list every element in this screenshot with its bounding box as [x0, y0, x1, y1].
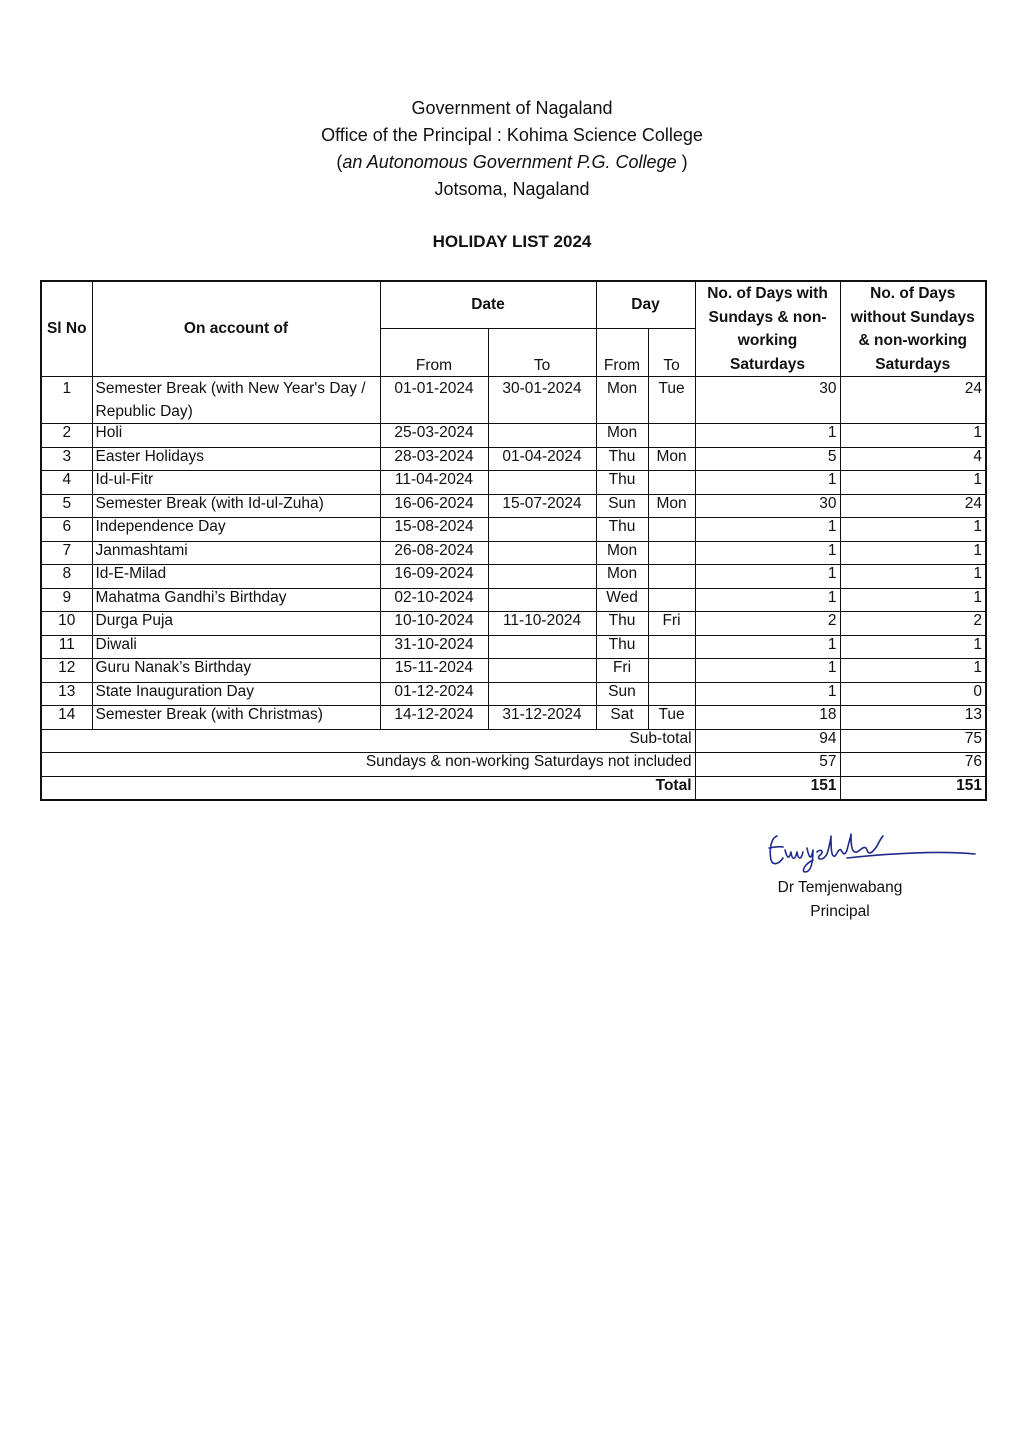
row-with-sundays: 5 — [695, 447, 840, 471]
table-row — [41, 377, 986, 424]
row-date-from: 31-10-2024 — [380, 635, 488, 659]
row-with-sundays: 1 — [695, 659, 840, 683]
signature-image — [765, 828, 980, 873]
row-date-from: 26-08-2024 — [380, 541, 488, 565]
row-day-to — [648, 635, 695, 659]
holiday-table — [40, 280, 987, 801]
excluded-without: 76 — [840, 753, 986, 777]
row-date-from: 28-03-2024 — [380, 447, 488, 471]
row-slno: 1 — [41, 377, 92, 424]
table-row — [41, 471, 986, 495]
header-paren-close: ) — [676, 152, 688, 172]
row-day-from: Thu — [596, 635, 648, 659]
subtotal-row — [41, 729, 986, 753]
row-date-to: 11-10-2024 — [488, 612, 596, 636]
row-account: Semester Break (with Christmas) — [92, 706, 380, 730]
signatory-designation: Principal — [810, 903, 870, 920]
row-account: Janmashtami — [92, 541, 380, 565]
row-without-sundays: 1 — [840, 518, 986, 542]
row-day-to — [648, 659, 695, 683]
header-office: Office of the Principal : Kohima Science College — [321, 125, 703, 145]
row-account: Durga Puja — [92, 612, 380, 636]
row-day-to: Fri — [648, 612, 695, 636]
col-day-from: From — [596, 329, 648, 377]
table-row — [41, 518, 986, 542]
row-with-sundays: 1 — [695, 682, 840, 706]
row-account: Semester Break (with New Year's Day / Republic Day) — [92, 377, 380, 424]
header-location: Jotsoma, Nagaland — [434, 179, 590, 199]
row-without-sundays: 1 — [840, 565, 986, 589]
excluded-with: 57 — [695, 753, 840, 777]
row-date-to — [488, 682, 596, 706]
row-slno: 2 — [41, 424, 92, 448]
row-with-sundays: 1 — [695, 565, 840, 589]
row-account: Guru Nanak’s Birthday — [92, 659, 380, 683]
row-with-sundays: 1 — [695, 541, 840, 565]
row-day-to: Mon — [648, 447, 695, 471]
row-slno: 3 — [41, 447, 92, 471]
col-slno: Sl No — [41, 281, 92, 377]
row-date-from: 16-09-2024 — [380, 565, 488, 589]
row-account: Diwali — [92, 635, 380, 659]
row-date-to: 31-12-2024 — [488, 706, 596, 730]
row-account: Independence Day — [92, 518, 380, 542]
row-day-to — [648, 424, 695, 448]
row-day-to: Tue — [648, 706, 695, 730]
row-day-from: Sat — [596, 706, 648, 730]
row-slno: 13 — [41, 682, 92, 706]
row-day-from: Thu — [596, 447, 648, 471]
row-day-from: Thu — [596, 612, 648, 636]
table-row — [41, 706, 986, 730]
row-day-to: Mon — [648, 494, 695, 518]
row-date-from: 10-10-2024 — [380, 612, 488, 636]
row-day-to — [648, 541, 695, 565]
row-date-from: 01-01-2024 — [380, 377, 488, 424]
row-date-to — [488, 635, 596, 659]
col-with-sundays: No. of Days with Sundays & non-working Saturdays — [695, 281, 840, 377]
table-row — [41, 659, 986, 683]
total-without: 151 — [840, 776, 986, 800]
table-row — [41, 612, 986, 636]
row-with-sundays: 30 — [695, 494, 840, 518]
row-without-sundays: 1 — [840, 471, 986, 495]
row-slno: 9 — [41, 588, 92, 612]
row-account: State Inauguration Day — [92, 682, 380, 706]
row-without-sundays: 24 — [840, 377, 986, 424]
col-account: On account of — [92, 281, 380, 377]
row-date-to — [488, 518, 596, 542]
row-slno: 5 — [41, 494, 92, 518]
row-slno: 11 — [41, 635, 92, 659]
excluded-row — [41, 753, 986, 777]
row-account: Semester Break (with Id-ul-Zuha) — [92, 494, 380, 518]
subtotal-without: 75 — [840, 729, 986, 753]
row-day-from: Thu — [596, 518, 648, 542]
row-day-from: Fri — [596, 659, 648, 683]
row-day-to — [648, 518, 695, 542]
col-without-sundays: No. of Days without Sundays & non-working Saturdays — [840, 281, 986, 377]
row-day-to — [648, 565, 695, 589]
row-date-to — [488, 565, 596, 589]
signatory-name: Dr Temjenwabang — [777, 879, 903, 896]
row-day-from: Mon — [596, 377, 648, 424]
row-slno: 8 — [41, 565, 92, 589]
row-date-from: 15-08-2024 — [380, 518, 488, 542]
row-date-from: 25-03-2024 — [380, 424, 488, 448]
row-without-sundays: 13 — [840, 706, 986, 730]
col-date-from: From — [380, 329, 488, 377]
total-label: Total — [41, 776, 695, 800]
signatory-block — [740, 876, 940, 924]
row-with-sundays: 1 — [695, 588, 840, 612]
row-without-sundays: 2 — [840, 612, 986, 636]
row-day-to — [648, 588, 695, 612]
row-without-sundays: 1 — [840, 424, 986, 448]
table-row — [41, 447, 986, 471]
row-date-to — [488, 659, 596, 683]
row-without-sundays: 0 — [840, 682, 986, 706]
row-date-to — [488, 541, 596, 565]
row-with-sundays: 1 — [695, 424, 840, 448]
row-without-sundays: 4 — [840, 447, 986, 471]
total-with: 151 — [695, 776, 840, 800]
row-without-sundays: 24 — [840, 494, 986, 518]
table-row — [41, 635, 986, 659]
row-with-sundays: 18 — [695, 706, 840, 730]
row-slno: 6 — [41, 518, 92, 542]
col-day-to: To — [648, 329, 695, 377]
table-row — [41, 682, 986, 706]
row-day-from: Thu — [596, 471, 648, 495]
row-date-to — [488, 471, 596, 495]
row-date-from: 01-12-2024 — [380, 682, 488, 706]
row-day-from: Mon — [596, 424, 648, 448]
row-slno: 10 — [41, 612, 92, 636]
summary-rows — [41, 729, 986, 800]
row-date-to — [488, 424, 596, 448]
row-date-from: 15-11-2024 — [380, 659, 488, 683]
row-with-sundays: 30 — [695, 377, 840, 424]
row-slno: 12 — [41, 659, 92, 683]
table-row — [41, 494, 986, 518]
row-account: Id-ul-Fitr — [92, 471, 380, 495]
row-day-from: Mon — [596, 565, 648, 589]
table-row — [41, 541, 986, 565]
row-day-from: Wed — [596, 588, 648, 612]
row-date-to: 15-07-2024 — [488, 494, 596, 518]
row-account: Holi — [92, 424, 380, 448]
header-government: Government of Nagaland — [411, 98, 613, 118]
excluded-label: Sundays & non-working Saturdays not included — [41, 753, 695, 777]
row-without-sundays: 1 — [840, 541, 986, 565]
table-row — [41, 588, 986, 612]
table-row — [41, 565, 986, 589]
row-date-from: 02-10-2024 — [380, 588, 488, 612]
row-day-from: Sun — [596, 682, 648, 706]
row-slno: 14 — [41, 706, 92, 730]
col-day: Day — [596, 281, 695, 329]
header-autonomous: an Autonomous Government P.G. College — [342, 152, 677, 172]
col-date-to: To — [488, 329, 596, 377]
row-date-to — [488, 588, 596, 612]
subtotal-label: Sub-total — [41, 729, 695, 753]
page-title: HOLIDAY LIST 2024 — [432, 232, 592, 251]
row-without-sundays: 1 — [840, 635, 986, 659]
row-account: Mahatma Gandhi’s Birthday — [92, 588, 380, 612]
row-date-from: 11-04-2024 — [380, 471, 488, 495]
row-without-sundays: 1 — [840, 588, 986, 612]
row-date-to: 01-04-2024 — [488, 447, 596, 471]
header-paren-open: ( — [336, 152, 343, 172]
row-without-sundays: 1 — [840, 659, 986, 683]
row-date-to: 30-01-2024 — [488, 377, 596, 424]
row-slno: 7 — [41, 541, 92, 565]
col-date: Date — [380, 281, 596, 329]
row-slno: 4 — [41, 471, 92, 495]
row-day-to — [648, 682, 695, 706]
row-with-sundays: 1 — [695, 518, 840, 542]
row-with-sundays: 2 — [695, 612, 840, 636]
holiday-rows — [41, 377, 986, 730]
row-with-sundays: 1 — [695, 635, 840, 659]
row-account: Easter Holidays — [92, 447, 380, 471]
row-day-to — [648, 471, 695, 495]
row-date-from: 16-06-2024 — [380, 494, 488, 518]
row-day-to: Tue — [648, 377, 695, 424]
subtotal-with: 94 — [695, 729, 840, 753]
letterhead — [0, 95, 1024, 203]
total-row — [41, 776, 986, 800]
row-day-from: Mon — [596, 541, 648, 565]
row-with-sundays: 1 — [695, 471, 840, 495]
row-account: Id-E-Milad — [92, 565, 380, 589]
row-day-from: Sun — [596, 494, 648, 518]
row-date-from: 14-12-2024 — [380, 706, 488, 730]
header-college-type — [0, 149, 1024, 176]
table-row — [41, 424, 986, 448]
